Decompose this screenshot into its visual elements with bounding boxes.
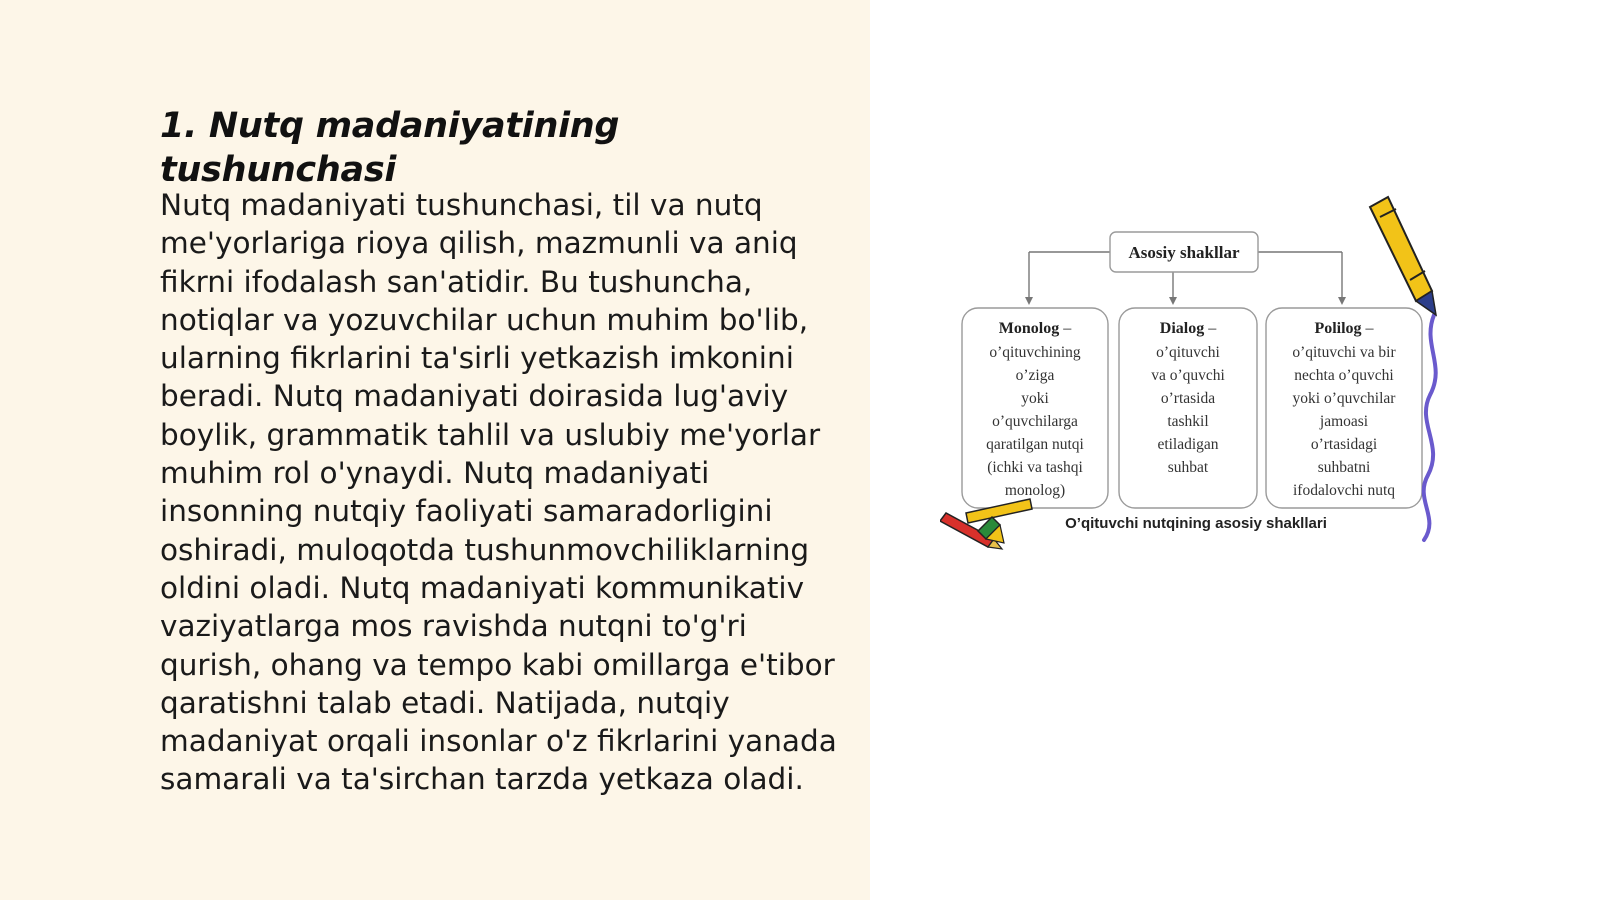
slide-title: 1. Nutq madaniyatining tushunchasi [160,106,620,190]
monolog-line: (ichki va tashqi [987,459,1083,476]
root-label: Asosiy shakllar [1128,243,1240,262]
dialog-line: va o’quvchi [1151,367,1225,384]
crayon-icon [1370,197,1436,315]
monolog-line: qaratilgan nutqi [986,436,1084,453]
monolog-heading: Monolog – [998,320,1072,337]
monolog-line: monolog) [1004,482,1066,499]
polilog-line: nechta o’quvchi [1294,367,1394,384]
slide-paragraph: Nutq madaniyati tushunchasi, til va nutq me'yorlariga rioya qilish, mazmunli va aniq fikrni ifodalash san'atidir. Bu tushuncha, notiqlar va yozuvchilar uchun muhim bo'lib, ularning fikrlarini ta'sirli yetkazish imkonini beradi. Nutq madaniyati doirasida lug'aviy boylik, grammatik tahlil va uslubiy me'yorlar muhim rol o'ynaydi. Nutq madaniyati insonning nutqiy faoliyati samaradorligini oshiradi, muloqotda tushunmovchiliklarning oldini oladi. Nutq madaniyati kommunikativ vaziyatlarga mos ravishda nutqni to'g'ri qurish, ohang va tempo kabi omillarga e'tibor qaratishni talab etadi. Natijada, nutqiy madaniyat orqali insonlar o'z fikrlarini yanada samarali va ta'sirchan tarzda yetkaza oladi. [160,188,837,797]
dialog-box [1119,308,1257,508]
polilog-line: suhbatni [1317,459,1371,476]
dialog-line: tashkil [1167,413,1209,430]
polilog-line: ifodalovchi nutq [1292,482,1396,499]
forms-diagram [940,195,1460,575]
polilog-line: yoki o’quvchilar [1292,390,1396,407]
monolog-box [962,308,1108,508]
monolog-line: o’qituvchining [989,344,1081,361]
wavy-line-decoration [1424,315,1436,540]
polilog-line: o’qituvchi va bir [1292,344,1396,361]
diagram-arrowheads [1025,297,1346,305]
monolog-line: o’quvchilarga [992,413,1078,430]
polilog-heading: Polilog – [1314,320,1374,337]
dialog-line: etiladigan [1157,436,1219,453]
monolog-line: yoki [1021,390,1049,407]
diagram-caption: O’qituvchi nutqining asosiy shakllari [1065,515,1327,532]
polilog-line: o’rtasidagi [1310,436,1378,453]
dialog-heading: Dialog – [1159,320,1217,337]
monolog-line: o’ziga [1015,367,1055,384]
dialog-line: o’rtasida [1160,390,1216,407]
dialog-line: suhbat [1167,459,1209,476]
polilog-box [1266,308,1422,508]
dialog-line: o’qituvchi [1156,344,1220,361]
polilog-line: jamoasi [1319,413,1369,430]
